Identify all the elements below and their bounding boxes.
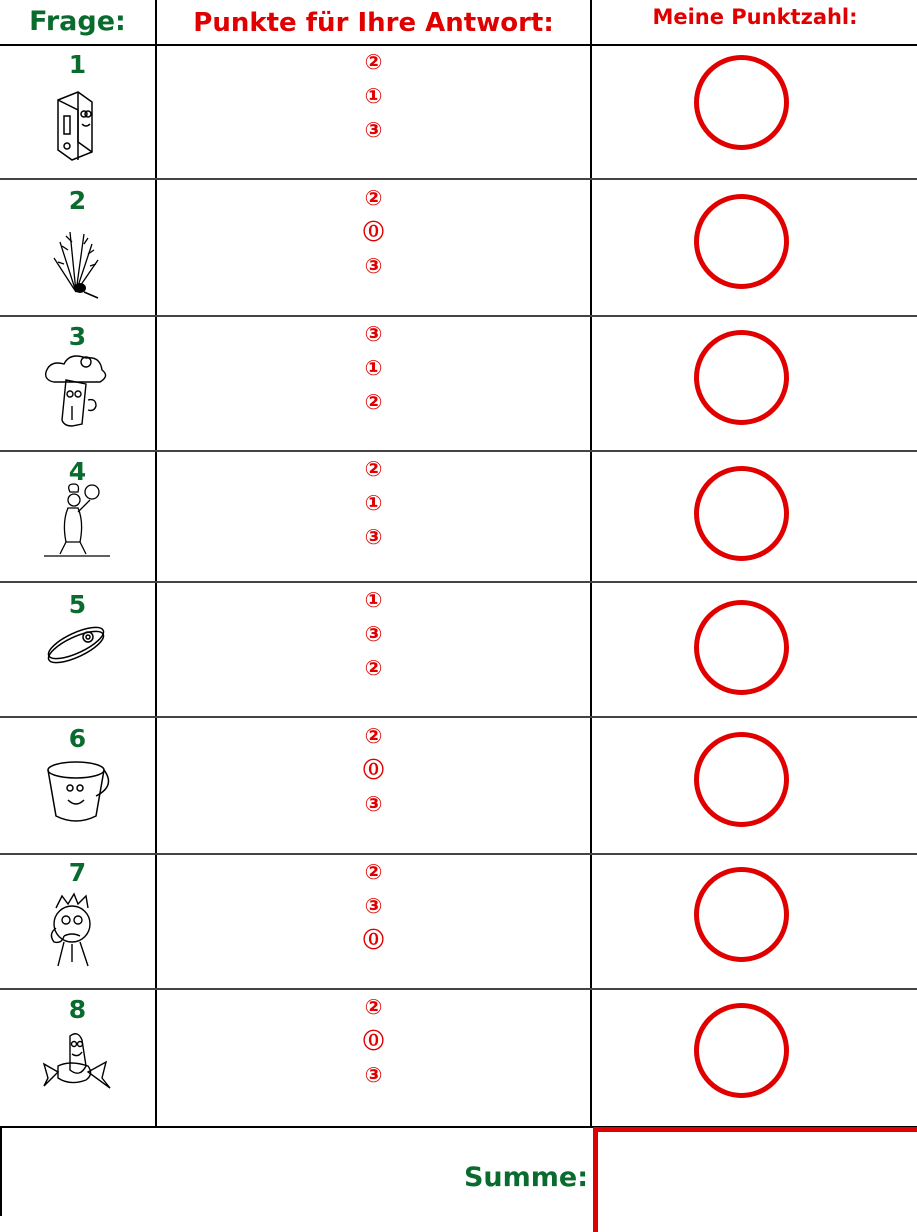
binder-icon xyxy=(40,82,115,162)
points-option: ② xyxy=(364,390,383,414)
points-option: ③ xyxy=(364,1063,383,1087)
sum-label: Summe: xyxy=(463,1162,588,1193)
points-option: ② xyxy=(364,724,383,748)
points-option: ① xyxy=(364,84,383,108)
question-number: 6 xyxy=(68,724,87,753)
thermometer-icon xyxy=(40,350,115,430)
points-option: ② xyxy=(364,186,383,210)
score-circle[interactable] xyxy=(694,466,789,561)
points-option: ③ xyxy=(364,322,383,346)
points-list xyxy=(157,990,590,1092)
points-option: ② xyxy=(364,457,383,481)
points-option: ③ xyxy=(364,525,383,549)
points-option: ③ xyxy=(364,118,383,142)
points-option: ③ xyxy=(364,792,383,816)
points-option: ② xyxy=(364,50,383,74)
points-list xyxy=(157,45,590,147)
question-number: 8 xyxy=(68,995,87,1024)
question-number: 4 xyxy=(68,457,87,486)
points-option: ③ xyxy=(364,254,383,278)
carrot-icon xyxy=(40,222,115,302)
header-question: Frage: xyxy=(29,6,126,37)
points-list xyxy=(157,855,590,957)
points-option: ③ xyxy=(364,894,383,918)
question-number: 5 xyxy=(68,590,87,619)
row-divider xyxy=(0,716,917,718)
question-number: 1 xyxy=(68,50,87,79)
sum-field[interactable] xyxy=(593,1127,917,1232)
score-circle[interactable] xyxy=(694,330,789,425)
question-number: 3 xyxy=(68,322,87,351)
ring-icon xyxy=(40,615,115,695)
score-circle[interactable] xyxy=(694,732,789,827)
points-option: ② xyxy=(364,656,383,680)
points-list xyxy=(157,181,590,283)
chef-icon xyxy=(40,482,115,562)
score-circle[interactable] xyxy=(694,600,789,695)
question-number: 7 xyxy=(68,858,87,887)
points-option: ② xyxy=(364,860,383,884)
points-option: ① xyxy=(364,588,383,612)
points-list xyxy=(157,452,590,554)
row-divider xyxy=(0,178,917,180)
points-option: ③ xyxy=(364,622,383,646)
question-number: 2 xyxy=(68,186,87,215)
candy-icon xyxy=(40,1026,115,1106)
bucket-icon xyxy=(40,756,115,836)
points-option: ⓪ xyxy=(363,758,384,782)
column-divider-2 xyxy=(590,0,592,1127)
points-option: ⓪ xyxy=(363,220,384,244)
score-circle[interactable] xyxy=(694,867,789,962)
points-option: ② xyxy=(364,995,383,1019)
points-option: ⓪ xyxy=(363,1029,384,1053)
column-divider-1 xyxy=(155,0,157,1127)
points-list xyxy=(157,317,590,419)
header-points: Punkte für Ihre Antwort: xyxy=(193,8,554,38)
header-score: Meine Punktzahl: xyxy=(652,5,858,29)
score-circle[interactable] xyxy=(694,55,789,150)
points-list xyxy=(157,583,590,685)
score-circle[interactable] xyxy=(694,194,789,289)
score-circle[interactable] xyxy=(694,1003,789,1098)
points-option: ① xyxy=(364,356,383,380)
points-list xyxy=(157,719,590,821)
thinking-man-icon xyxy=(40,892,115,972)
points-option: ① xyxy=(364,491,383,515)
points-option: ⓪ xyxy=(363,928,384,952)
